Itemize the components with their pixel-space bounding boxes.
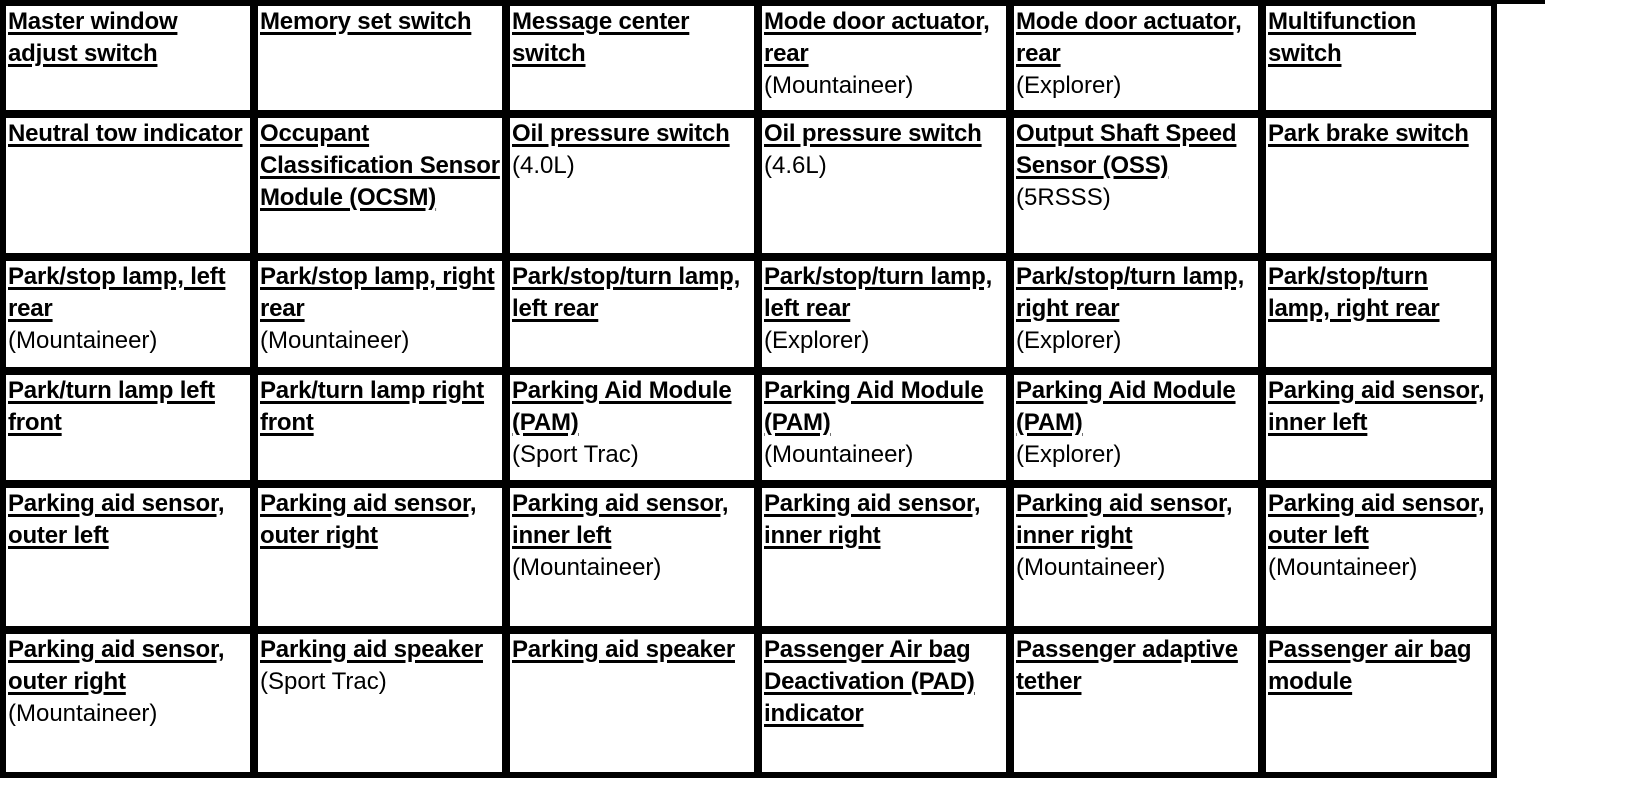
- component-note: (Mountaineer): [8, 700, 158, 727]
- component-note: (Explorer): [1016, 327, 1122, 354]
- table-cell: [4, 116, 256, 259]
- component-note: (Mountaineer): [1268, 554, 1418, 581]
- table-cell: [508, 259, 760, 373]
- table-cell: [4, 373, 256, 486]
- component-note: (4.6L): [764, 152, 827, 179]
- table-cell: [1264, 4, 1497, 116]
- component-link[interactable]: Parking aid sensor, inner right: [764, 490, 981, 549]
- component-note: (Explorer): [764, 327, 870, 354]
- component-note: (Mountaineer): [764, 72, 914, 99]
- component-link[interactable]: Parking aid sensor, outer right: [260, 490, 477, 549]
- table-cell: [760, 632, 1012, 778]
- component-link[interactable]: Parking Aid Module (PAM): [764, 377, 984, 436]
- component-note: (Sport Trac): [512, 441, 639, 468]
- component-link[interactable]: Park/turn lamp right front: [260, 377, 485, 436]
- component-link[interactable]: Passenger air bag module: [1268, 636, 1472, 695]
- table-cell: [1012, 4, 1264, 116]
- component-link[interactable]: Parking Aid Module (PAM): [512, 377, 732, 436]
- component-link[interactable]: Mode door actuator, rear: [764, 8, 990, 67]
- table-cell: [508, 632, 760, 778]
- component-link[interactable]: Mode door actuator, rear: [1016, 8, 1242, 67]
- component-note: (Mountaineer): [1016, 554, 1166, 581]
- component-link[interactable]: Park/stop lamp, right rear: [260, 263, 495, 322]
- component-link[interactable]: Master window adjust switch: [8, 8, 178, 67]
- component-link[interactable]: Parking aid speaker: [512, 636, 735, 663]
- component-link[interactable]: Message center switch: [512, 8, 690, 67]
- table-cell: [508, 4, 760, 116]
- component-note: (Sport Trac): [260, 668, 387, 695]
- component-link[interactable]: Multifunction switch: [1268, 8, 1417, 67]
- component-note: (Explorer): [1016, 72, 1122, 99]
- component-link[interactable]: Park/stop/turn lamp, right rear: [1016, 263, 1245, 322]
- table-cell: [508, 116, 760, 259]
- component-link[interactable]: Park brake switch: [1268, 120, 1469, 147]
- component-link[interactable]: Neutral tow indicator: [8, 120, 243, 147]
- table-cell: [1264, 632, 1497, 778]
- table-cell: [4, 632, 256, 778]
- table-cell: [256, 116, 508, 259]
- component-note: (Mountaineer): [8, 327, 158, 354]
- table-cell: [1264, 116, 1497, 259]
- component-link[interactable]: Oil pressure switch: [512, 120, 730, 147]
- component-note: (Explorer): [1016, 441, 1122, 468]
- table-cell: [760, 4, 1012, 116]
- component-link[interactable]: Parking aid sensor, outer right: [8, 636, 225, 695]
- component-note: (Mountaineer): [260, 327, 410, 354]
- table-cell: [1012, 373, 1264, 486]
- table-cell: [4, 486, 256, 632]
- table-cell: [508, 373, 760, 486]
- component-link[interactable]: Park/stop/turn lamp, right rear: [1268, 263, 1440, 322]
- table-cell: [1012, 259, 1264, 373]
- component-link[interactable]: Oil pressure switch: [764, 120, 982, 147]
- table-cell: [760, 116, 1012, 259]
- component-note: (4.0L): [512, 152, 575, 179]
- table-cell: [760, 373, 1012, 486]
- table-cell: [256, 4, 508, 116]
- component-link[interactable]: Parking Aid Module (PAM): [1016, 377, 1236, 436]
- table-cell: [256, 373, 508, 486]
- table-cell: [760, 486, 1012, 632]
- component-note: (5RSSS): [1016, 184, 1111, 211]
- table-cell: [4, 4, 256, 116]
- table-cell: [1012, 116, 1264, 259]
- component-link[interactable]: Park/stop lamp, left rear: [8, 263, 226, 322]
- table-cell: [4, 259, 256, 373]
- component-link[interactable]: Park/stop/turn lamp, left rear: [764, 263, 993, 322]
- table-cell: [256, 259, 508, 373]
- component-link[interactable]: Parking aid sensor, outer left: [8, 490, 225, 549]
- table-cell: [256, 632, 508, 778]
- table-cell: [760, 259, 1012, 373]
- component-link[interactable]: Parking aid sensor, inner left: [512, 490, 729, 549]
- component-link[interactable]: Output Shaft Speed Sensor (OSS): [1016, 120, 1237, 179]
- component-note: (Mountaineer): [512, 554, 662, 581]
- table-cell: [1012, 486, 1264, 632]
- table-cell: [1264, 486, 1497, 632]
- component-note: (Mountaineer): [764, 441, 914, 468]
- component-link[interactable]: Passenger Air bag Deactivation (PAD) indicator: [764, 636, 975, 727]
- component-link[interactable]: Parking aid sensor, outer left: [1268, 490, 1485, 549]
- table-cell: [1264, 259, 1497, 373]
- component-link[interactable]: Parking aid sensor, inner left: [1268, 377, 1485, 436]
- component-link[interactable]: Park/turn lamp left front: [8, 377, 215, 436]
- table-cell: [1264, 373, 1497, 486]
- component-link[interactable]: Parking aid sensor, inner right: [1016, 490, 1233, 549]
- component-link[interactable]: Memory set switch: [260, 8, 472, 35]
- component-link[interactable]: Parking aid speaker: [260, 636, 483, 663]
- component-link[interactable]: Passenger adaptive tether: [1016, 636, 1238, 695]
- component-link[interactable]: Park/stop/turn lamp, left rear: [512, 263, 741, 322]
- table-cell: [508, 486, 760, 632]
- table-cell: [256, 486, 508, 632]
- component-link[interactable]: Occupant Classification Sensor Module (OCSM): [260, 120, 500, 211]
- table-cell: [1012, 632, 1264, 778]
